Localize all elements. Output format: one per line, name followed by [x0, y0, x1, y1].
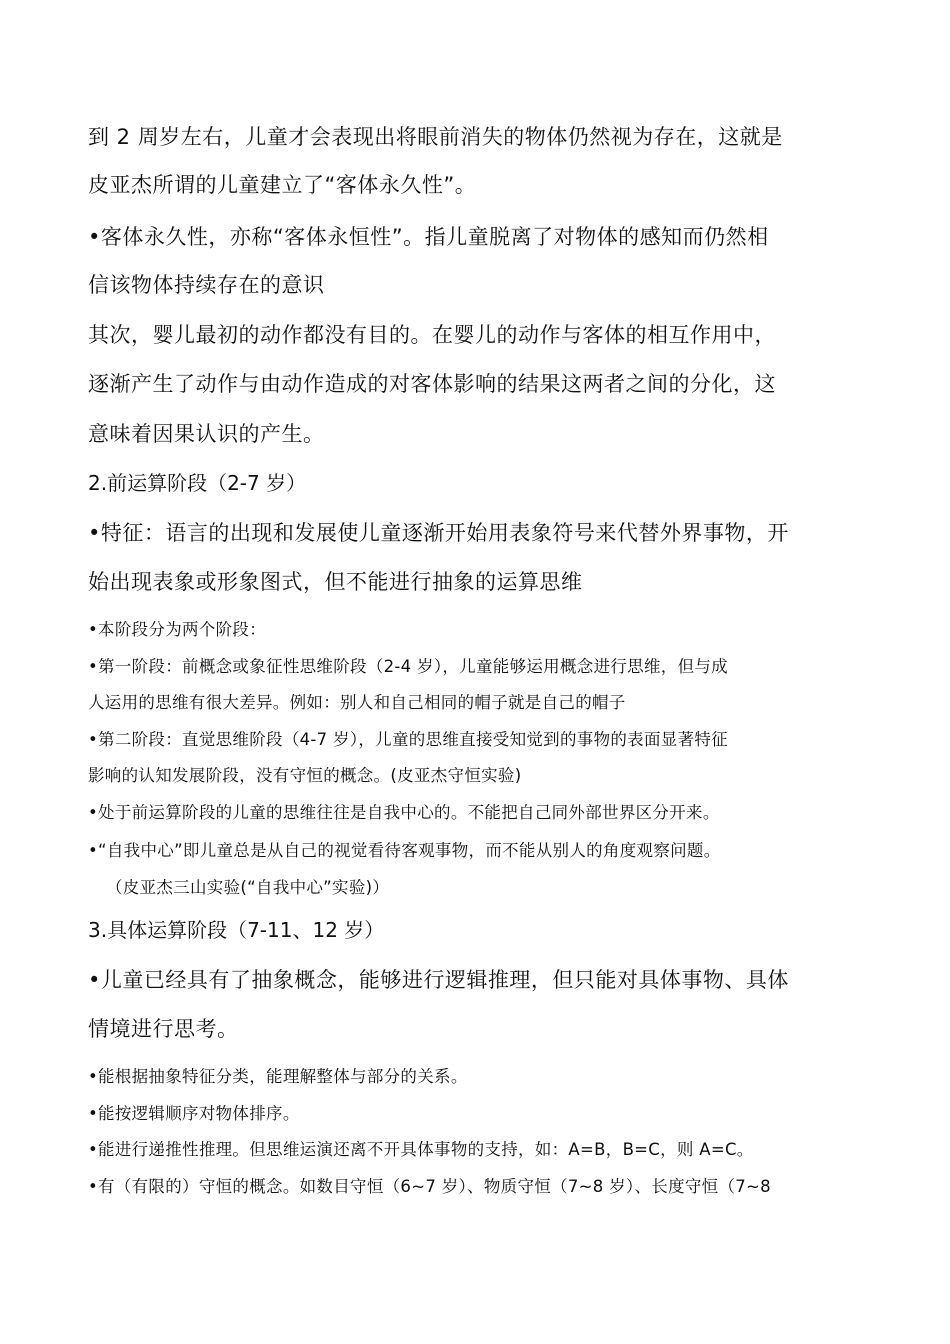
small-bullet-6: •能根据抽象特征分类，能理解整体与部分的关系。 — [88, 1067, 468, 1086]
small-bullet-1: •本阶段分为两个阶段： — [88, 620, 267, 639]
bullet-object-permanence-line-1: •客体永久性，亦称“客体永恒性”。指儿童脱离了对物体的感知而仍然相 — [88, 225, 769, 249]
small-bullet-4: •处于前运算阶段的儿童的思维往往是自我中心的。不能把自己同外部世界区分开来。 — [88, 803, 720, 822]
small-bullet-5-line-2: （皮亚杰三山实验(“自我中心”实验)） — [106, 878, 390, 897]
bullet-concrete-line-1: •儿童已经具有了抽象概念，能够进行逻辑推理，但只能对具体事物、具体 — [88, 968, 789, 992]
paragraph-1-line-1: 到 2 周岁左右，儿童才会表现出将眼前消失的物体仍然视为存在，这就是 — [88, 125, 783, 149]
small-bullet-9: •有（有限的）守恒的概念。如数目守恒（6~7 岁）、物质守恒（7~8 岁）、长度守恒（7~8 — [88, 1177, 771, 1196]
small-bullet-2-line-1: •第一阶段：前概念或象征性思维阶段（2-4 岁），儿童能够运用概念进行思维，但与成 — [88, 657, 728, 676]
bullet-object-permanence-line-2: 信该物体持续存在的意识 — [88, 273, 325, 297]
small-bullet-5-line-1: •“自我中心”即儿童总是从自己的视觉看待客观事物，而不能从别人的角度观察问题。 — [88, 841, 721, 860]
paragraph-2-line-3: 意味着因果认识的产生。 — [88, 422, 325, 446]
bullet-concrete-line-2: 情境进行思考。 — [88, 1017, 239, 1041]
heading-preoperational-stage: 2.前运算阶段（2-7 岁） — [88, 471, 307, 495]
small-bullet-3-line-1: •第二阶段：直觉思维阶段（4-7 岁），儿童的思维直接受知觉到的事物的表面显著特征 — [88, 730, 728, 749]
small-bullet-8: •能进行递推性推理。但思维运演还离不开具体事物的支持，如：A=B，B=C，则 A=C。 — [88, 1140, 754, 1159]
heading-concrete-operational-stage: 3.具体运算阶段（7-11、12 岁） — [88, 918, 385, 942]
bullet-feature-line-2: 始出现表象或形象图式，但不能进行抽象的运算思维 — [88, 570, 583, 594]
small-bullet-7: •能按逻辑顺序对物体排序。 — [88, 1104, 300, 1123]
bullet-feature-line-1: •特征：语言的出现和发展使儿童逐渐开始用表象符号来代替外界事物，开 — [88, 521, 789, 545]
paragraph-2-line-2: 逐渐产生了动作与由动作造成的对客体影响的结果这两者之间的分化，这 — [88, 372, 776, 396]
paragraph-2-line-1: 其次，婴儿最初的动作都没有目的。在婴儿的动作与客体的相互作用中， — [88, 323, 776, 347]
small-bullet-3-line-2: 影响的认知发展阶段，没有守恒的概念。(皮亚杰守恒实验) — [88, 766, 522, 785]
small-bullet-2-line-2: 人运用的思维有很大差异。例如：别人和自己相同的帽子就是自己的帽子 — [88, 693, 626, 712]
paragraph-1-line-2: 皮亚杰所谓的儿童建立了“客体永久性”。 — [88, 173, 477, 197]
